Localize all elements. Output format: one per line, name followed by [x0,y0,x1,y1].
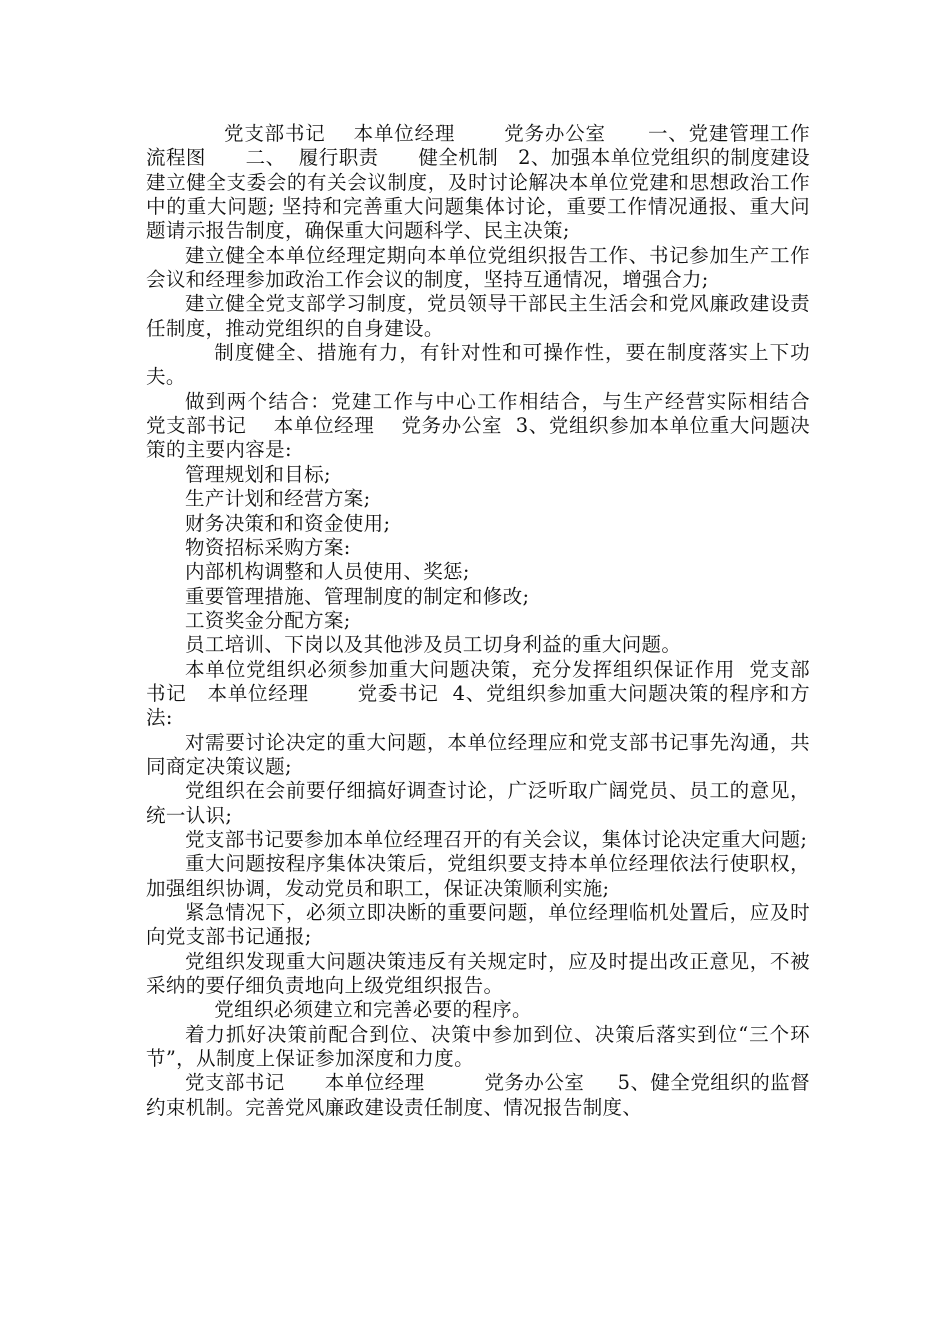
paragraph-procedure-required: 党组织必须建立和完善必要的程序。 [214,998,532,1022]
paragraph-procedure-step: 重大问题按程序集体决策后，党组织要支持本单位经理依法行使职权，加强组织协调，发动党员和职工，保证决策顺利实施; [146,852,810,900]
list-item: 内部机构调整和人员使用、奖惩; [185,560,470,584]
paragraph-supervision-mechanism: 党支部书记 本单位经理 党务办公室 5、健全党组织的监督约束机制。完善党风廉政建设责任制度、情况报告制度、 [146,1071,810,1119]
paragraph-procedure-step: 党支部书记要参加本单位经理召开的有关会议，集体讨论决定重大问题; [185,827,808,851]
list-item: 物资招标采购方案: [185,535,351,559]
list-item: 重要管理措施、管理制度的制定和修改; [185,584,530,608]
list-item: 工资奖金分配方案; [185,608,351,632]
paragraph-decision-participation: 本单位党组织必须参加重大问题决策，充分发挥组织保证作用 党支部书记 本单位经理 党委书记 4、党组织参加重大问题决策的程序和方法: [146,657,810,730]
paragraph-two-combinations: 做到两个结合：党建工作与中心工作相结合，与生产经营实际相结合 党支部书记 本单位经理 党务办公室 3、党组织参加本单位重大问题决策的主要内容是: [146,389,830,462]
paragraph-workflow-intro: 党支部书记 本单位经理 党务办公室 一、党建管理工作流程图 二、 履行职责 健全机制 2、加强本单位党组织的制度建设 建立健全支委会的有关会议制度，及时讨论解决本单位党建和思想政治工作中的重大问题; 坚持和完善重大问题集体讨论，重要工作情况通报、重大问题请示报告制度，确保重大问题科学、民主决策; [146,122,817,243]
list-item: 管理规划和目标; [185,462,331,486]
document-body [146,122,830,1120]
paragraph-study-system: 建立健全党支部学习制度，党员领导干部民主生活会和党风廉政建设责任制度，推动党组织的自身建设。 [146,292,810,340]
paragraph-system-sound: 制度健全、措施有力，有针对性和可操作性，要在制度落实上下功夫。 [146,341,810,389]
paragraph-procedure-step: 对需要讨论决定的重大问题，本单位经理应和党支部书记事先沟通，共同商定决策议题; [146,730,810,778]
paragraph-manager-reporting: 建立健全本单位经理定期向本单位党组织报告工作、书记参加生产工作会议和经理参加政治工作会议的制度，坚持互通情况，增强合力; [146,243,810,292]
list-item: 生产计划和经营方案; [185,487,371,511]
paragraph-procedure-step: 党组织在会前要仔细搞好调查讨论，广泛听取广阔党员、员工的意见，统一认识; [146,779,810,827]
paragraph-procedure-step: 党组织发现重大问题决策违反有关规定时，应及时提出改正意见，不被采纳的要仔细负责地向上级党组织报告。 [146,949,810,998]
list-item: 财务决策和和资金使用; [185,511,391,535]
list-item: 员工培训、下岗以及其他涉及员工切身利益的重大问题。 [185,633,682,657]
paragraph-three-links: 着力抓好决策前配合到位、决策中参加到位、决策后落实到位“三个环节”，从制度上保证参加深度和力度。 [146,1022,810,1071]
paragraph-procedure-step: 紧急情况下，必须立即决断的重要问题，单位经理临机处置后，应及时向党支部书记通报; [146,901,810,949]
